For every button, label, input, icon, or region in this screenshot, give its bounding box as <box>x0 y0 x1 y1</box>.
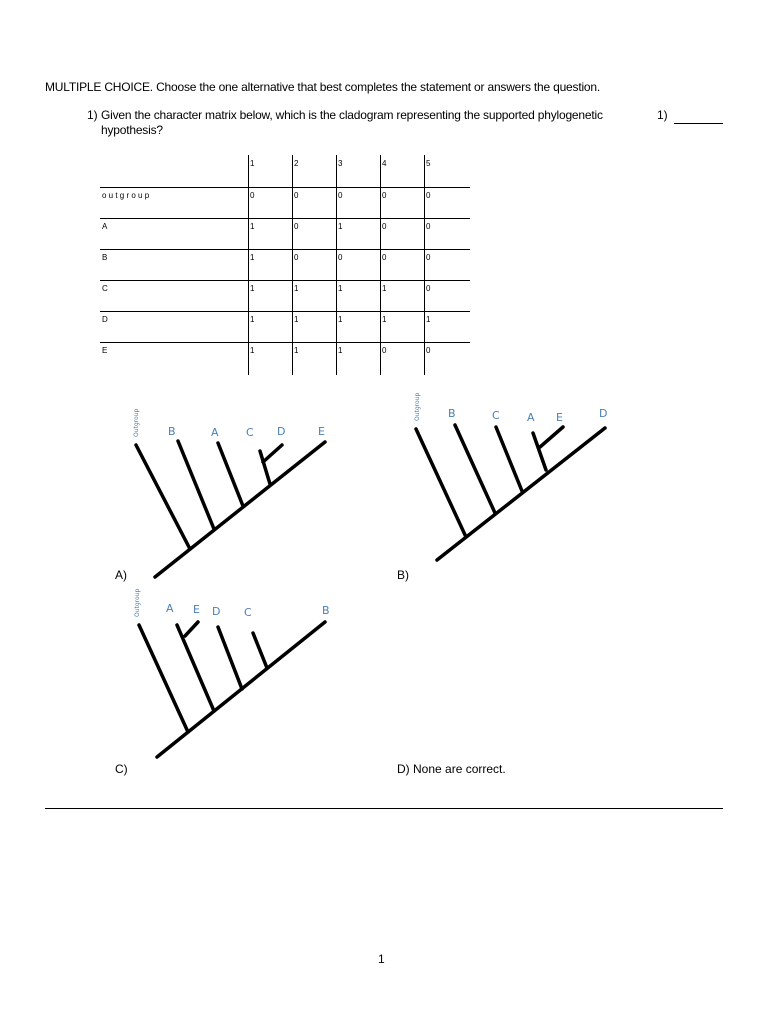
matrix-cell: 0 <box>426 346 431 355</box>
option-d-label: D) <box>397 762 410 776</box>
matrix-cell: 1 <box>338 315 343 324</box>
matrix-taxon: C <box>102 284 108 293</box>
matrix-cell: 1 <box>250 222 255 231</box>
matrix-cell: 1 <box>250 346 255 355</box>
character-matrix <box>100 155 470 375</box>
matrix-cell: 1 <box>294 284 299 293</box>
cladogram-taxon-label: C <box>246 426 254 439</box>
cladogram-taxon-label: B <box>448 407 456 420</box>
cladogram-branch <box>455 425 495 513</box>
matrix-cell: 0 <box>426 222 431 231</box>
cladogram-branch <box>416 429 466 537</box>
option-a-label[interactable]: A) <box>115 568 127 582</box>
matrix-taxon: B <box>102 253 108 262</box>
matrix-cell: 0 <box>382 253 387 262</box>
matrix-cell: 0 <box>382 191 387 200</box>
cladogram-taxon-label: E <box>556 411 563 424</box>
matrix-cell: 0 <box>426 253 431 262</box>
page-number: 1 <box>378 952 385 966</box>
cladogram-taxon-label: C <box>492 409 500 422</box>
cladogram-branch <box>178 441 214 529</box>
matrix-taxon: o u t g r o u p <box>102 191 150 200</box>
matrix-row-line <box>100 311 470 312</box>
matrix-cell: 1 <box>250 315 255 324</box>
matrix-cell: 0 <box>382 346 387 355</box>
matrix-cell: 0 <box>338 253 343 262</box>
matrix-cell: 1 <box>294 346 299 355</box>
cladogram-c <box>100 585 360 775</box>
answer-blank[interactable] <box>674 123 723 124</box>
matrix-cell: 0 <box>294 222 299 231</box>
cladogram-taxon-label: D <box>599 407 608 420</box>
cladogram-b <box>380 385 640 585</box>
question-text: Given the character matrix below, which is the cladogram representing the supported phylogenetic hypothesis? <box>101 108 603 137</box>
matrix-col-header: 5 <box>426 159 431 168</box>
matrix-cell: 1 <box>250 253 255 262</box>
matrix-cell: 0 <box>426 191 431 200</box>
cladogram-taxon-label: D <box>212 605 221 618</box>
cladogram-branch <box>136 445 190 549</box>
section-divider <box>45 808 723 809</box>
cladogram-outgroup-label: Outgroup <box>414 392 421 421</box>
matrix-col-header: 3 <box>338 159 343 168</box>
option-d[interactable] <box>397 762 506 776</box>
cladogram-branch <box>185 622 198 636</box>
cladogram-branch <box>540 427 563 447</box>
matrix-cell: 0 <box>250 191 255 200</box>
matrix-cell: 1 <box>250 284 255 293</box>
matrix-cell: 1 <box>382 315 387 324</box>
matrix-col-header: 4 <box>382 159 387 168</box>
matrix-taxon: E <box>102 346 108 355</box>
cladogram-outgroup-label: Outgroup <box>134 588 141 617</box>
cladogram-taxon-label: A <box>527 411 535 424</box>
option-d-text: None are correct. <box>413 762 506 776</box>
section-header: MULTIPLE CHOICE. Choose the one alternative that best completes the statement or answers the question. <box>45 80 601 94</box>
option-b-label[interactable]: B) <box>397 568 409 582</box>
cladogram-branch <box>139 625 188 732</box>
matrix-col-header: 1 <box>250 159 255 168</box>
matrix-taxon: D <box>102 315 108 324</box>
matrix-cell: 1 <box>338 284 343 293</box>
cladogram-branch <box>533 433 546 470</box>
cladogram-taxon-label: C <box>244 606 252 619</box>
cladogram-main-branch <box>437 428 605 560</box>
cladogram-taxon-label: A <box>211 426 219 439</box>
matrix-row-line <box>100 218 470 219</box>
matrix-row-line <box>100 187 470 188</box>
cladogram-taxon-label: B <box>168 425 176 438</box>
matrix-cell: 1 <box>382 284 387 293</box>
cladogram-taxon-label: E <box>193 603 200 616</box>
matrix-cell: 0 <box>338 191 343 200</box>
option-c-label[interactable]: C) <box>115 762 128 776</box>
matrix-cell: 1 <box>294 315 299 324</box>
cladogram-main-branch <box>155 442 325 577</box>
matrix-row-line <box>100 249 470 250</box>
matrix-cell: 0 <box>294 253 299 262</box>
cladogram-branch <box>263 445 282 462</box>
cladogram-taxon-label: D <box>277 425 286 438</box>
cladogram-taxon-label: A <box>166 602 174 615</box>
matrix-cell: 0 <box>382 222 387 231</box>
cladogram-outgroup-label: Outgroup <box>133 408 140 437</box>
matrix-cell: 1 <box>426 315 431 324</box>
matrix-col-header: 2 <box>294 159 299 168</box>
cladogram-taxon-label: B <box>322 604 330 617</box>
matrix-cell: 0 <box>294 191 299 200</box>
cladogram-a <box>100 395 360 595</box>
answer-label: 1) <box>657 108 668 122</box>
cladogram-branch <box>218 627 242 689</box>
cladogram-branch <box>253 633 267 668</box>
matrix-row-line <box>100 342 470 343</box>
cladogram-taxon-label: E <box>318 425 325 438</box>
matrix-row-line <box>100 280 470 281</box>
matrix-cell: 1 <box>338 222 343 231</box>
question-number: 1) <box>87 108 98 122</box>
matrix-taxon: A <box>102 222 108 231</box>
matrix-cell: 0 <box>426 284 431 293</box>
cladogram-branch <box>496 427 522 491</box>
cladogram-branch <box>177 625 214 711</box>
matrix-cell: 1 <box>338 346 343 355</box>
cladogram-branch <box>218 443 243 506</box>
